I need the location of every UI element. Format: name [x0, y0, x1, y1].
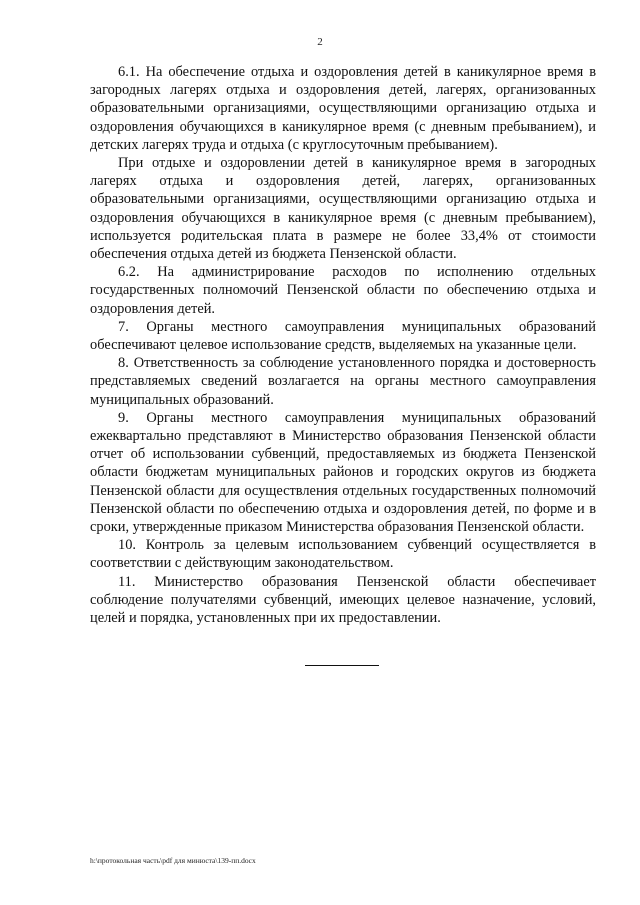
paragraph-parental-fee: При отдыхе и оздоровлении детей в каникулярное время в загородных лагерях отдыха и оздоровления детей, лагерях, организованных образовательными организациями, осуществляющими организацию отдыха и оздоровления обучающихся в каникулярное время (с дневным пребыванием), используется родительская плата в размере не более 33,4% от стоимости обеспечения отдыха детей из бюджета Пензенской области.: [90, 155, 596, 263]
footer-file-path: h:\протокольная часть\pdf для минюста\139-пп.docx: [90, 856, 256, 865]
paragraph-11: 11. Министерство образования Пензенской области обеспечивает соблюдение получателями субвенций, имеющих целевое назначение, условий, целей и порядка, установленных при их предоставлении.: [90, 573, 596, 627]
paragraph-9: 9. Органы местного самоуправления муниципальных образований ежеквартально представляют в Министерство образования Пензенской области отчет об использовании субвенций, предоставляемых из бюджета Пензенской области бюджетам муниципальных районов и городских округов из бюджета Пензенской области для осуществления отдельных государственных полномочий Пензенской области по обеспечению отдыха и оздоровления детей, по форме и в сроки, утвержденные приказом Министерства образования Пензенской области.: [90, 409, 596, 536]
end-divider-line: [305, 665, 379, 666]
paragraph-7: 7. Органы местного самоуправления муниципальных образований обеспечивают целевое использование средств, выделяемых на указанные цели.: [90, 318, 596, 354]
paragraph-6-2: 6.2. На администрирование расходов по исполнению отдельных государственных полномочий Пензенской области по обеспечению отдыха и оздоровления детей.: [90, 264, 596, 317]
paragraph-8: 8. Ответственность за соблюдение установленного порядка и достоверность представляемых сведений возлагается на органы местного самоуправления муниципальных образований.: [90, 355, 596, 408]
page-number: 2: [317, 36, 323, 48]
paragraph-10: 10. Контроль за целевым использованием субвенций осуществляется в соответствии с действующим законодательством.: [90, 537, 596, 572]
paragraph-6-1: 6.1. На обеспечение отдыха и оздоровления детей в каникулярное время в загородных лагерях отдыха и оздоровления детей, лагерях, организованных образовательными организациями, осуществляющими организацию отдыха и оздоровления обучающихся в каникулярное время (с дневным пребыванием), и детских лагерях труда и отдыха (с круглосуточным пребыванием).: [90, 64, 596, 153]
document-body: [90, 63, 596, 627]
